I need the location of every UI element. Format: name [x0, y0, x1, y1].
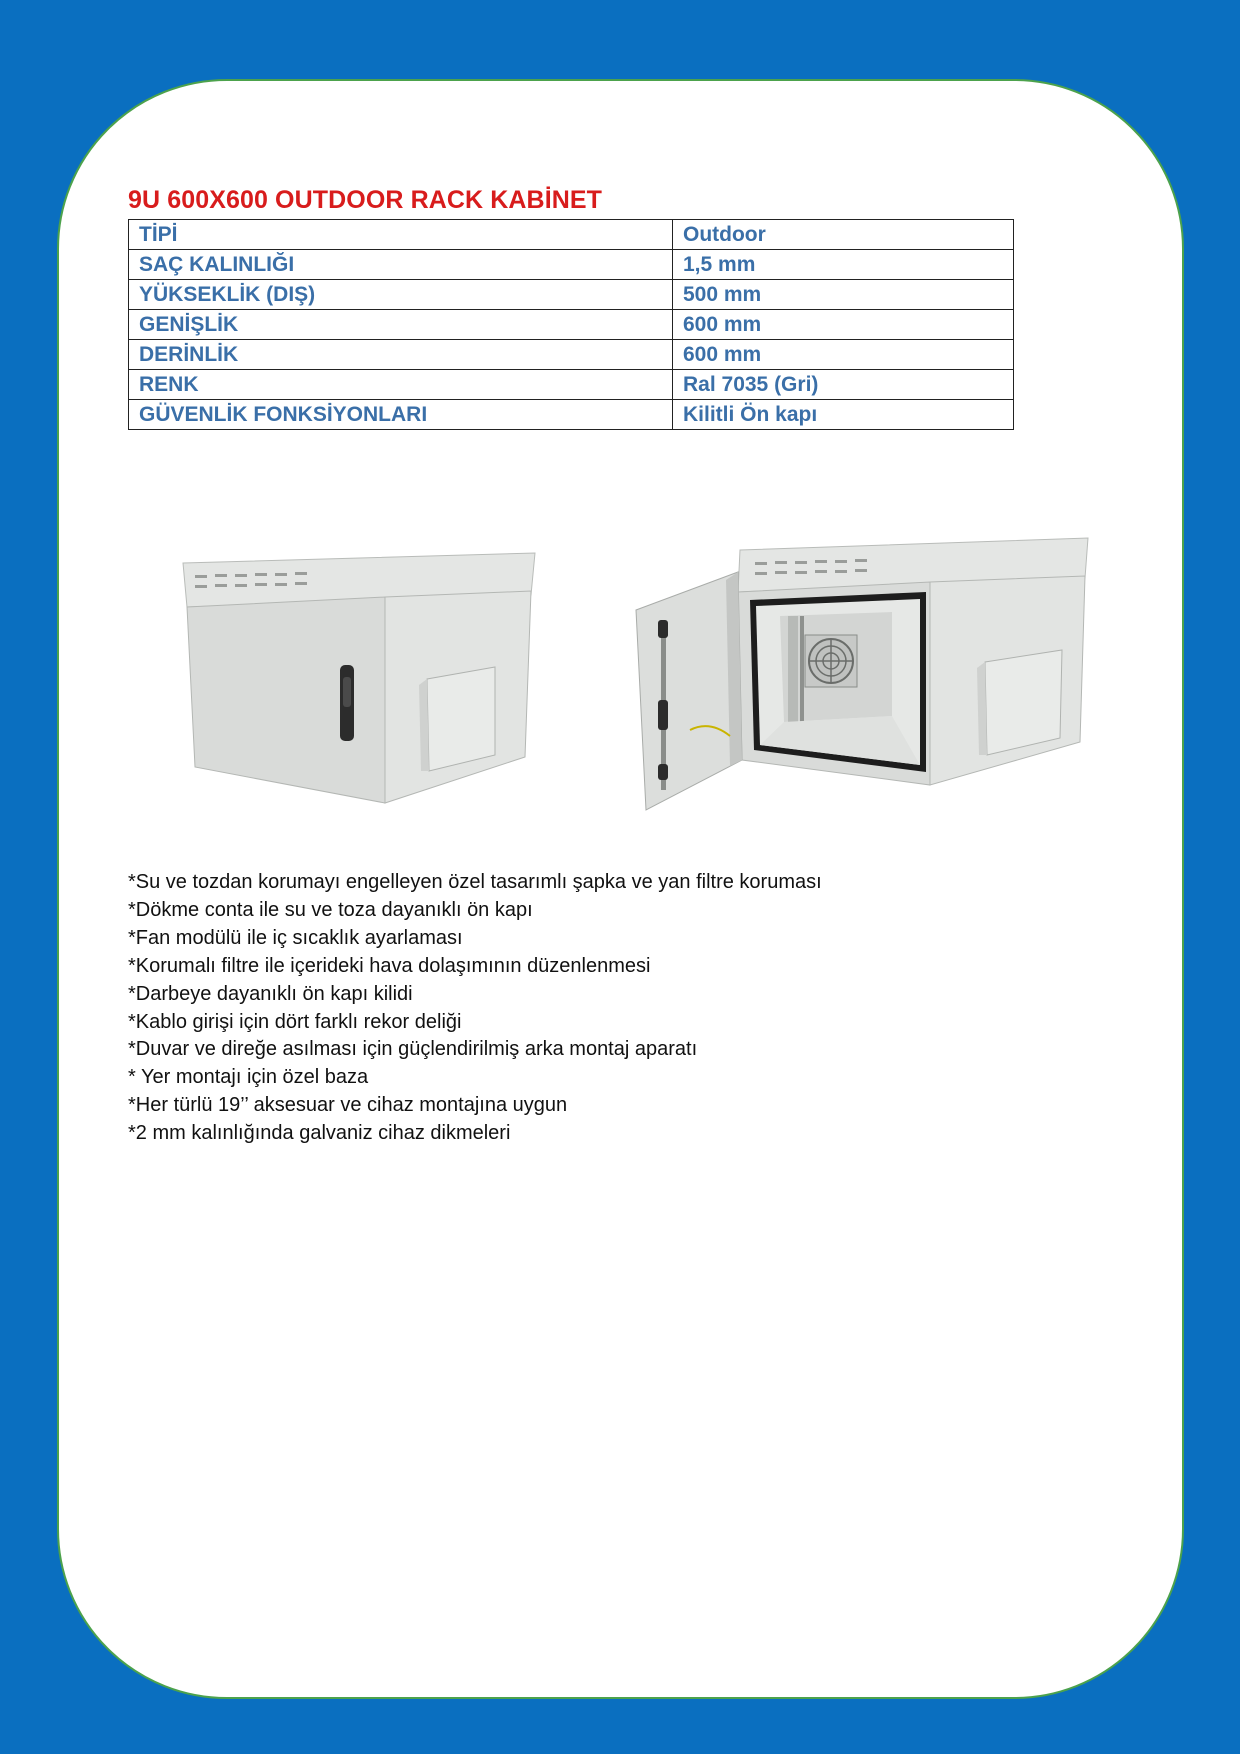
spec-value: 600 mm — [673, 340, 1014, 370]
spec-label: YÜKSEKLİK (DIŞ) — [129, 280, 673, 310]
list-item: * Yer montajı için özel baza — [128, 1066, 369, 1089]
list-item: *Duvar ve direğe asılması için güçlendirilmiş arka montaj aparatı — [128, 1038, 698, 1061]
spec-value: 1,5 mm — [673, 250, 1014, 280]
table-row — [129, 220, 1014, 250]
spec-label: TİPİ — [129, 220, 673, 250]
list-item: *Su ve tozdan korumayı engelleyen özel tasarımlı şapka ve yan filtre koruması — [128, 871, 822, 893]
spec-value: Kilitli Ön kapı — [673, 400, 1014, 430]
table-row — [129, 310, 1014, 340]
list-item: *Darbeye dayanıklı ön kapı kilidi — [128, 982, 413, 1005]
table-row — [129, 370, 1014, 400]
feature-list — [128, 869, 822, 1148]
table-row — [129, 250, 1014, 280]
list-item: *Dökme conta ile su ve toza dayanıklı ön kapı — [128, 898, 533, 921]
spec-label: GÜVENLİK FONKSİYONLARI — [129, 400, 673, 430]
spec-value: Outdoor — [673, 220, 1014, 250]
page-title: 9U 600X600 OUTDOOR RACK KABİNET — [128, 186, 603, 214]
table-row — [129, 400, 1014, 430]
spec-value: 500 mm — [673, 280, 1014, 310]
spec-table — [128, 219, 1014, 430]
list-item: *Her türlü 19’’ aksesuar ve cihaz montajına uygun — [128, 1094, 568, 1117]
table-row — [129, 340, 1014, 370]
spec-label: SAÇ KALINLIĞI — [129, 250, 673, 280]
list-item: *Korumalı filtre ile içerideki hava dolaşımının düzenlenmesi — [128, 954, 651, 977]
cabinet-open-image — [630, 520, 1090, 825]
spec-label: DERİNLİK — [129, 340, 673, 370]
spec-value: Ral 7035 (Gri) — [673, 370, 1014, 400]
table-row — [129, 280, 1014, 310]
spec-value: 600 mm — [673, 310, 1014, 340]
spec-label: GENİŞLİK — [129, 310, 673, 340]
spec-label: RENK — [129, 370, 673, 400]
list-item: *Kablo girişi için dört farklı rekor deliği — [128, 1010, 462, 1033]
list-item: *Fan modülü ile iç sıcaklık ayarlaması — [128, 926, 463, 949]
cabinet-closed-image — [175, 535, 545, 810]
list-item: *2 mm kalınlığında galvaniz cihaz dikmeleri — [128, 1122, 511, 1145]
